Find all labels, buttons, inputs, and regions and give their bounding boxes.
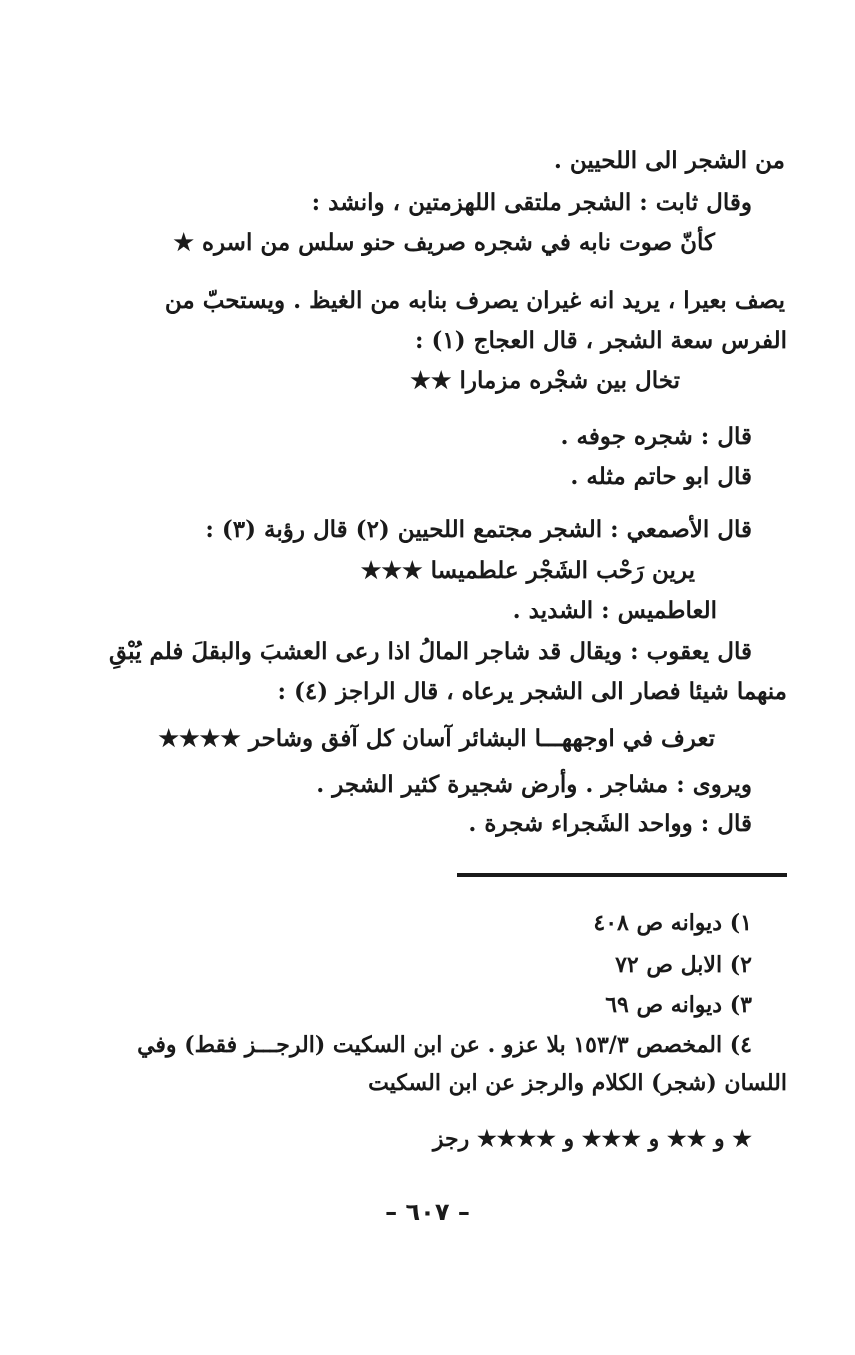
footnote: اللسان (شجر) الكلام والرجز عن ابن السكيت — [368, 1070, 787, 1096]
text-line: العاطميس : الشديد . — [512, 597, 717, 624]
footnote: ١) ديوانه ص ٤٠٨ — [593, 910, 752, 936]
verse-line: تعرف في اوجههـــا البشائر آسان كل آفق وشاحر ★★★★ — [158, 725, 715, 752]
text-line: قال : شجره جوفه . — [560, 423, 752, 450]
text-line: وقال ثابت : الشجر ملتقى اللهزمتين ، وانشد : — [311, 189, 752, 216]
text-line: يصف بعيرا ، يريد انه غيران يصرف بنابه من الغيظ . ويستحبّ من — [164, 287, 785, 314]
page-number: – ٦٠٧ – — [385, 1198, 470, 1226]
text-line: قال الأصمعي : الشجر مجتمع اللحيين (٢) قال رؤبة (٣) : — [205, 516, 752, 543]
text-line: الفرس سعة الشجر ، قال العجاج (١) : — [415, 327, 787, 354]
text-line: قال يعقوب : ويقال قد شاجر المالُ اذا رعى العشبَ والبقلَ فلم يُبْقِ — [108, 638, 752, 665]
verse-line: تخال بين شجْره مزمارا ★★ — [410, 367, 680, 394]
text-line: منهما شيئا فصار الى الشجر يرعاه ، قال الراجز (٤) : — [277, 678, 787, 705]
meter-legend: ★ و ★★ و ★★★ و ★★★★ رجز — [432, 1126, 752, 1152]
text-line: قال : وواحد الشَجراء شجرة . — [468, 810, 752, 837]
verse-line: كأنّ صوت نابه في شجره صريف حنو سلس من اسره ★ — [173, 229, 715, 256]
verse-line: يرين رَحْب الشَجْر علطميسا ★★★ — [360, 557, 695, 584]
text-line: قال ابو حاتم مثله . — [570, 463, 752, 490]
text-line: ويروى : مشاجر . وأرض شجيرة كثير الشجر . — [316, 771, 752, 798]
footnote: ٣) ديوانه ص ٦٩ — [605, 992, 752, 1018]
footnote-separator — [457, 873, 787, 877]
footnote: ٤) المخصص ١٥٣/٣ بلا عزو . عن ابن السكيت (الرجـــز فقط) وفي — [137, 1032, 752, 1058]
text-line: من الشجر الى اللحيين . — [553, 147, 785, 174]
footnote: ٢) الابل ص ٧٢ — [615, 952, 752, 978]
